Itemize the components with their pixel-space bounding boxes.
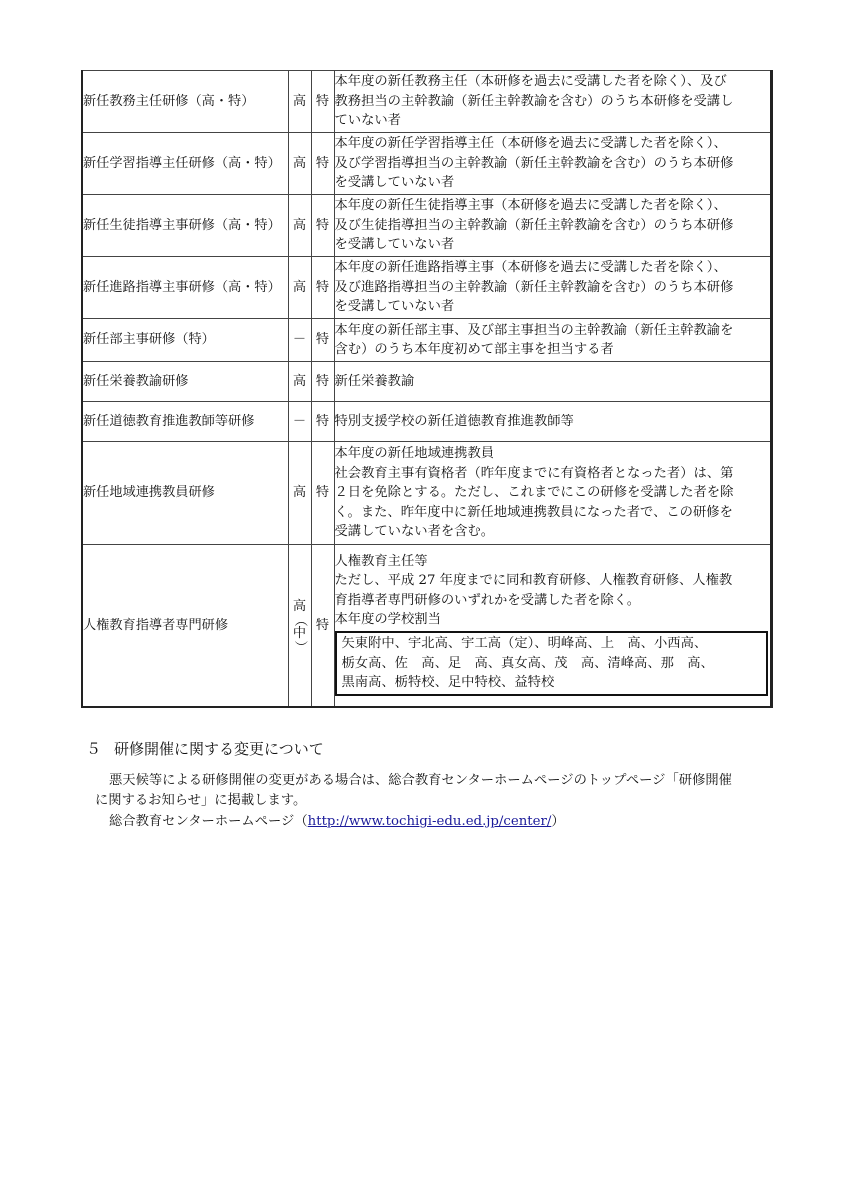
target-line: ２日を免除とする。ただし、これまでにこの研修を受講した者を除 xyxy=(334,485,734,501)
target-description xyxy=(334,71,771,133)
level-high: 高 xyxy=(288,195,311,257)
target-line: ていない者 xyxy=(334,113,401,129)
training-name: 新任生徒指導主事研修（高・特） xyxy=(82,195,288,257)
training-name: 新任地域連携教員研修 xyxy=(82,442,288,545)
homepage-line xyxy=(95,812,795,832)
target-line: 特別支援学校の新任道徳教育推進教師等 xyxy=(334,413,574,429)
school-list-line: 矢東附中、宇北高、宇工高（定）、明峰高、上 高、小西高、 xyxy=(341,636,708,652)
target-line: 新任栄養教諭 xyxy=(334,373,415,389)
target-line: 本年度の新任部主事、及び部主事担当の主幹教諭（新任主幹教諭を xyxy=(334,322,734,338)
target-line: 育指導者専門研修のいずれかを受講した者を除く。 xyxy=(334,592,641,608)
level-special: 特 xyxy=(311,442,334,545)
target-line: を受講していない者 xyxy=(334,299,455,315)
target-line: 含む）のうち本年度初めて部主事を担当する者 xyxy=(334,342,614,357)
target-line: ただし、平成 27 年度までに同和教育研修、人権教育研修、人権教 xyxy=(334,573,733,589)
section-5-body xyxy=(95,771,795,832)
level-special: 特 xyxy=(311,362,334,402)
section-title: 研修開催に関する変更について xyxy=(114,740,324,758)
target-description xyxy=(334,545,771,707)
level-special: 特 xyxy=(311,319,334,362)
level-special: 特 xyxy=(311,402,334,442)
target-line: 本年度の新任学習指導主任（本研修を過去に受講した者を除く）、 xyxy=(334,136,727,152)
school-list-line: 栃女高、佐 高、足 高、真女高、茂 高、清峰高、那 高、 xyxy=(341,655,714,671)
target-line: を受講していない者 xyxy=(334,175,455,191)
target-description xyxy=(334,362,771,402)
level-special: 特 xyxy=(311,195,334,257)
level-special: 特 xyxy=(311,257,334,319)
target-line: 本年度の新任教務主任（本研修を過去に受講した者を除く）、及び xyxy=(334,74,727,90)
table-row xyxy=(82,257,771,319)
target-line: 本年度の新任進路指導主事（本研修を過去に受講した者を除く）、 xyxy=(334,260,727,276)
table-row xyxy=(82,319,771,362)
level-high: 高 xyxy=(292,599,307,615)
target-line: 及び生徒指導担当の主幹教諭（新任主幹教諭を含む）のうち本研修 xyxy=(334,217,734,233)
school-list-line: 黒南高、栃特校、足中特校、益特校 xyxy=(341,675,555,691)
training-table xyxy=(81,70,773,708)
level-special: 特 xyxy=(311,71,334,133)
level-high-middle: 高 （ 中 ） xyxy=(288,545,311,707)
table-row xyxy=(82,71,771,133)
target-line: 社会教育主事有資格者（昨年度までに有資格者となった者）は、第 xyxy=(334,465,734,481)
training-name: 人権教育指導者専門研修 xyxy=(82,545,288,707)
training-name: 新任道徳教育推進教師等研修 xyxy=(82,402,288,442)
target-line: 及び学習指導担当の主幹教諭（新任主幹教諭を含む）のうち本研修 xyxy=(334,155,734,171)
homepage-label: 総合教育センターホームページ（ xyxy=(109,814,308,829)
level-high: 高 xyxy=(288,71,311,133)
target-line: 及び進路指導担当の主幹教諭（新任主幹教諭を含む）のうち本研修 xyxy=(334,279,734,295)
level-high: 高 xyxy=(288,133,311,195)
target-line: 教務担当の主幹教諭（新任主幹教諭を含む）のうち本研修を受講し xyxy=(334,93,734,109)
notice-text: 悪天候等による研修開催の変更がある場合は、総合教育センターホームページのトップページ「研修開催 xyxy=(109,773,732,788)
target-description xyxy=(334,195,771,257)
table-row xyxy=(82,545,771,707)
target-description xyxy=(334,442,771,545)
target-line: 本年度の新任生徒指導主事（本研修を過去に受講した者を除く）、 xyxy=(334,198,727,214)
target-line: 人権教育主任等 xyxy=(334,553,428,569)
target-line: 本年度の新任地域連携教員 xyxy=(334,446,495,462)
target-description xyxy=(334,402,771,442)
level-high: － xyxy=(288,319,311,362)
level-high: － xyxy=(288,402,311,442)
target-line: 受講していない者を含む。 xyxy=(334,524,495,540)
level-high: 高 xyxy=(288,257,311,319)
table-row xyxy=(82,133,771,195)
section-5-heading xyxy=(86,738,324,759)
level-high: 高 xyxy=(288,442,311,545)
table-row xyxy=(82,402,771,442)
homepage-link[interactable]: http://www.tochigi-edu.ed.jp/center/ xyxy=(307,814,552,829)
training-name: 新任進路指導主事研修（高・特） xyxy=(82,257,288,319)
training-name: 新任栄養教諭研修 xyxy=(82,362,288,402)
table-row xyxy=(82,195,771,257)
target-description xyxy=(334,257,771,319)
level-high: 高 xyxy=(288,362,311,402)
training-name: 新任部主事研修（特） xyxy=(82,319,288,362)
level-middle: 中 xyxy=(292,626,307,642)
training-name: 新任教務主任研修（高・特） xyxy=(82,71,288,133)
table-row xyxy=(82,362,771,402)
level-special: 特 xyxy=(311,133,334,195)
target-line: を受講していない者 xyxy=(334,237,455,253)
notice-text-continued: に関するお知らせ」に掲載します。 xyxy=(95,793,307,808)
homepage-close: ） xyxy=(551,814,565,829)
target-description xyxy=(334,133,771,195)
level-special: 特 xyxy=(311,545,334,707)
target-line: 本年度の学校割当 xyxy=(334,612,441,628)
target-line: く。また、昨年度中に新任地域連携教員になった者で、この研修を xyxy=(334,504,733,520)
section-number: ５ xyxy=(86,740,102,758)
training-name: 新任学習指導主任研修（高・特） xyxy=(82,133,288,195)
school-allocation-box xyxy=(335,631,768,695)
table-row xyxy=(82,442,771,545)
target-description xyxy=(334,319,771,362)
